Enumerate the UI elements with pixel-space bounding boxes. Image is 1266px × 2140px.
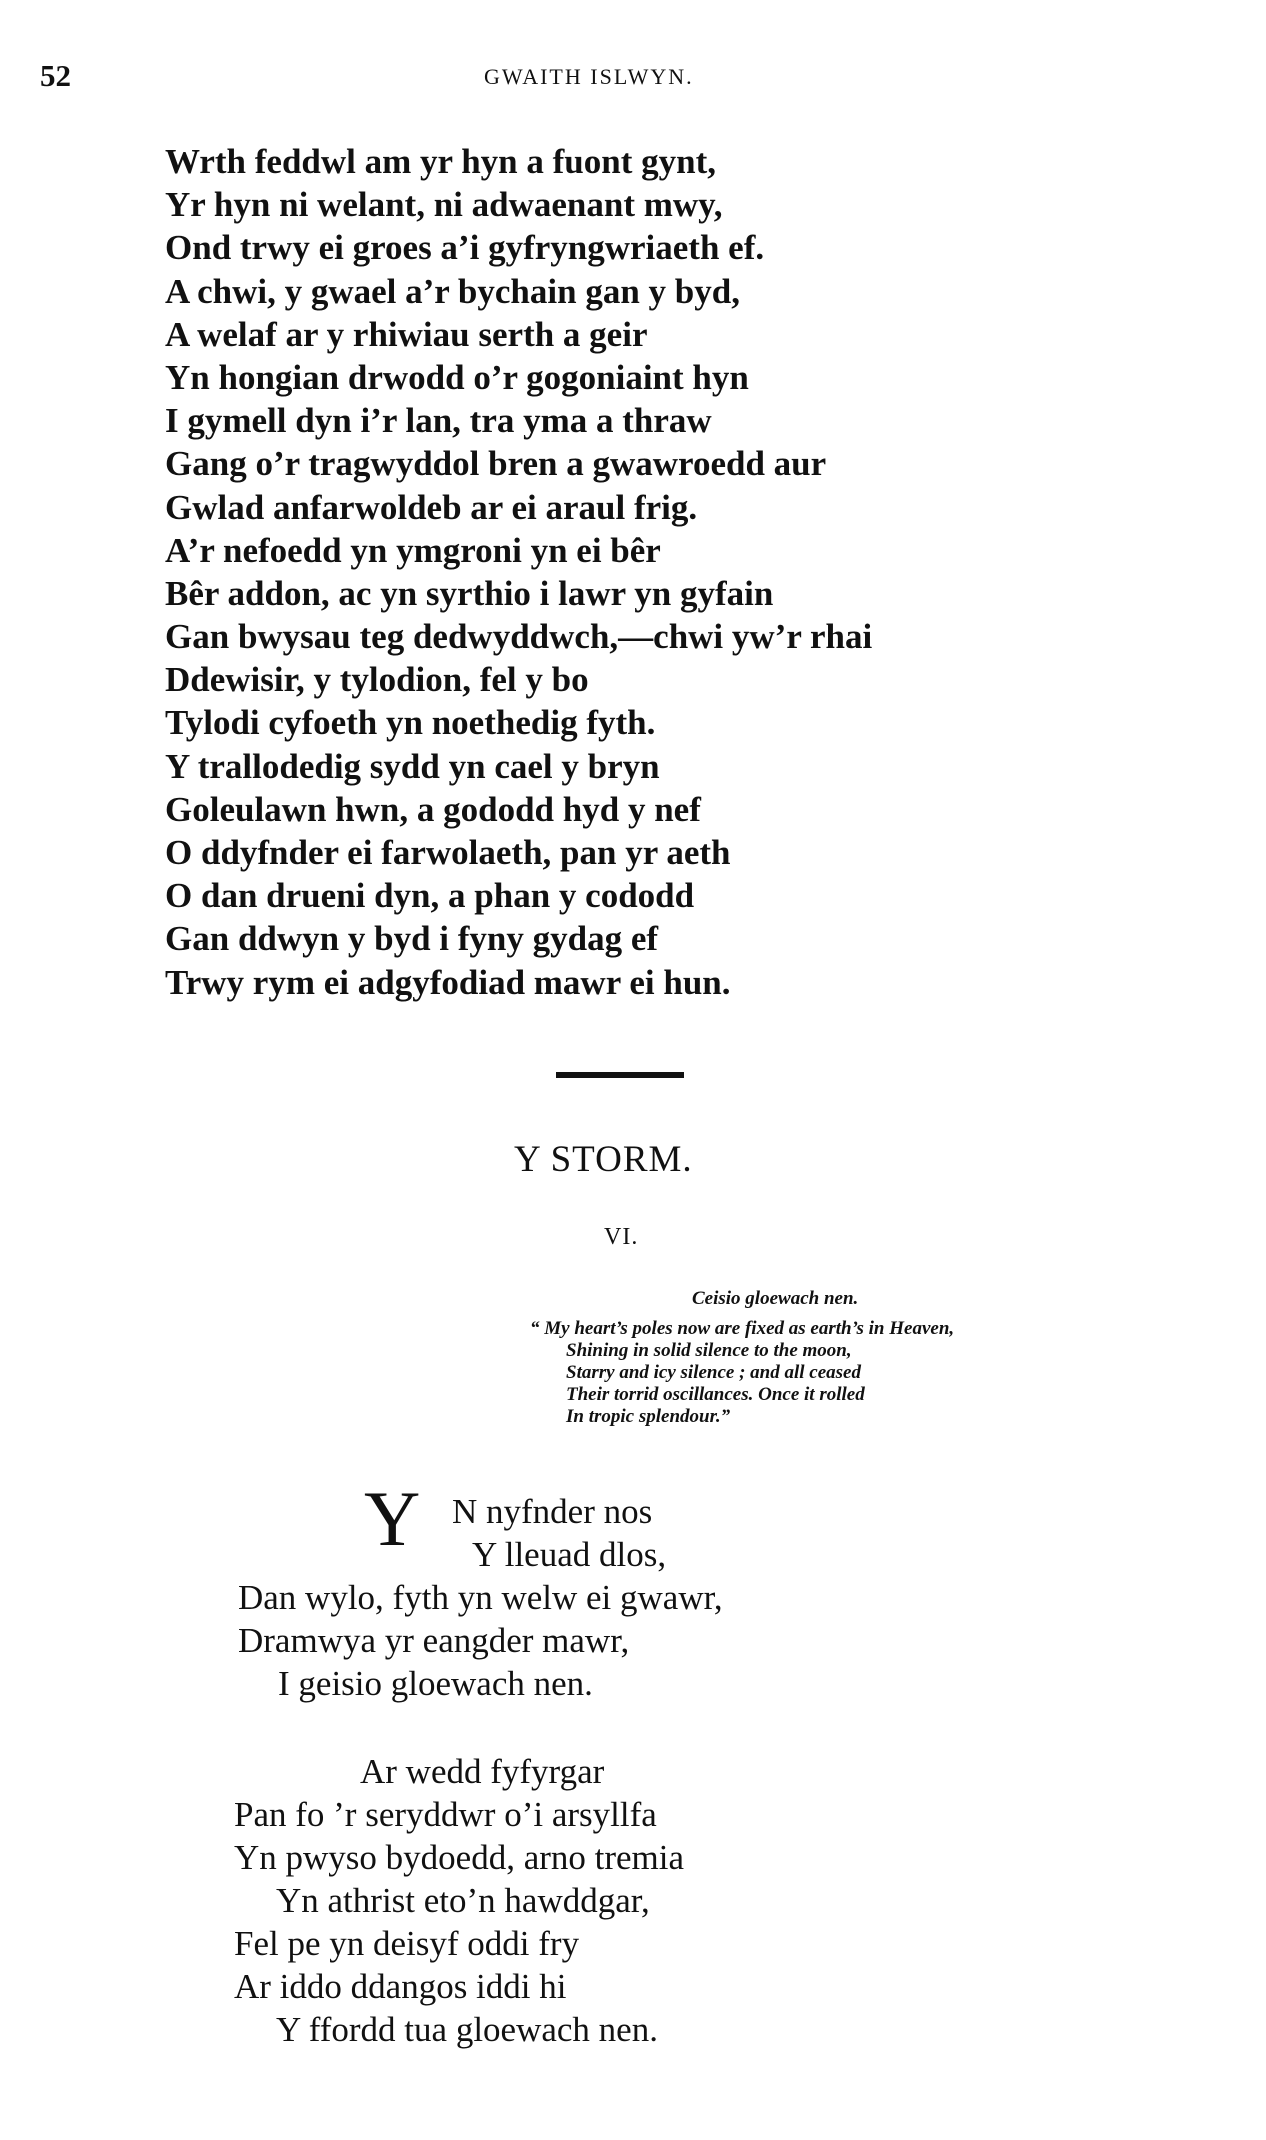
poem-line: Ond trwy ei groes a’i gyfryngwriaeth ef. <box>165 228 765 268</box>
poem-line: Ar iddo ddangos iddi hi <box>234 1967 567 2006</box>
poem-line: Yn athrist eto’n hawddgar, <box>276 1881 650 1920</box>
epigraph-title: Ceisio gloewach nen. <box>692 1288 859 1309</box>
poem-line: A’r nefoedd yn ymgroni yn ei bêr <box>165 530 661 570</box>
poem-line: Pan fo ’r seryddwr o’i arsyllfa <box>234 1795 657 1834</box>
page-number: 52 <box>40 58 71 93</box>
poem-line: O dan drueni dyn, a phan y cododd <box>165 876 695 916</box>
epigraph-line: Their torrid oscillances. Once it rolled <box>566 1384 865 1405</box>
poem-line: I geisio gloewach nen. <box>278 1664 593 1703</box>
poem-line: Goleulawn hwn, a gododd hyd y nef <box>165 789 701 829</box>
poem-line: Ddewisir, y tylodion, fel y bo <box>165 660 589 700</box>
poem-line: Trwy rym ei adgyfodiad mawr ei hun. <box>165 962 731 1002</box>
poem-line: Gan bwysau teg dedwyddwch,—chwi yw’r rhai <box>165 617 873 657</box>
poem-line: I gymell dyn i’r lan, tra yma a thraw <box>165 401 712 441</box>
poem-line: Bêr addon, ac yn syrthio i lawr yn gyfain <box>165 573 774 613</box>
poem-line: O ddyfnder ei farwolaeth, pan yr aeth <box>165 833 731 872</box>
poem-line: Gwlad anfarwoldeb ar ei araul frig. <box>165 487 698 527</box>
epigraph <box>530 1318 1230 1428</box>
epigraph-line: Starry and icy silence ; and all ceased <box>566 1362 861 1383</box>
poem-line: Yr hyn ni welant, ni adwaenant mwy, <box>165 185 723 225</box>
poem-line: Dramwya yr eangder mawr, <box>238 1621 630 1660</box>
poem-line: Wrth feddwl am yr hyn a fuont gynt, <box>165 142 716 181</box>
poem-line: Y ffordd tua gloewach nen. <box>276 2010 658 2049</box>
poem-line: Y trallodedig sydd yn cael y bryn <box>165 746 660 786</box>
section-title: Y STORM. <box>514 1139 693 1180</box>
drop-cap: Y <box>364 1475 421 1562</box>
running-title: GWAITH ISLWYN. <box>484 64 694 89</box>
epigraph-line: In tropic splendour.” <box>566 1406 731 1427</box>
poem-line: Ar wedd fyfyrgar <box>360 1752 605 1791</box>
poem-line: Y lleuad dlos, <box>472 1535 667 1574</box>
poem-line: Dan wylo, fyth yn welw ei gwawr, <box>238 1578 723 1617</box>
poem-line: N nyfnder nos <box>452 1492 653 1531</box>
poem-line: Yn pwyso bydoedd, arno tremia <box>234 1838 685 1877</box>
section-divider-rule <box>556 1072 684 1078</box>
poem-line: A chwi, y gwael a’r bychain gan y byd, <box>165 271 740 311</box>
epigraph-line: Shining in solid silence to the moon, <box>566 1340 852 1361</box>
poem-line: Tylodi cyfoeth yn noethedig fyth. <box>165 703 656 743</box>
poem-line: Gan ddwyn y byd i fyny gydag ef <box>165 919 659 959</box>
poem-line: Yn hongian drwodd o’r gogoniaint hyn <box>165 357 749 397</box>
poem-line: Fel pe yn deisyf oddi fry <box>234 1924 580 1963</box>
poem-line: Gang o’r tragwyddol bren a gwawroedd aur <box>165 444 827 484</box>
poem-part-one <box>165 140 1165 1004</box>
epigraph-line: “ My heart’s poles now are fixed as earth’s in Heaven, <box>530 1318 955 1339</box>
section-number: VI. <box>604 1224 639 1250</box>
poem-line: A welaf ar y rhiwiau serth a geir <box>165 314 648 354</box>
